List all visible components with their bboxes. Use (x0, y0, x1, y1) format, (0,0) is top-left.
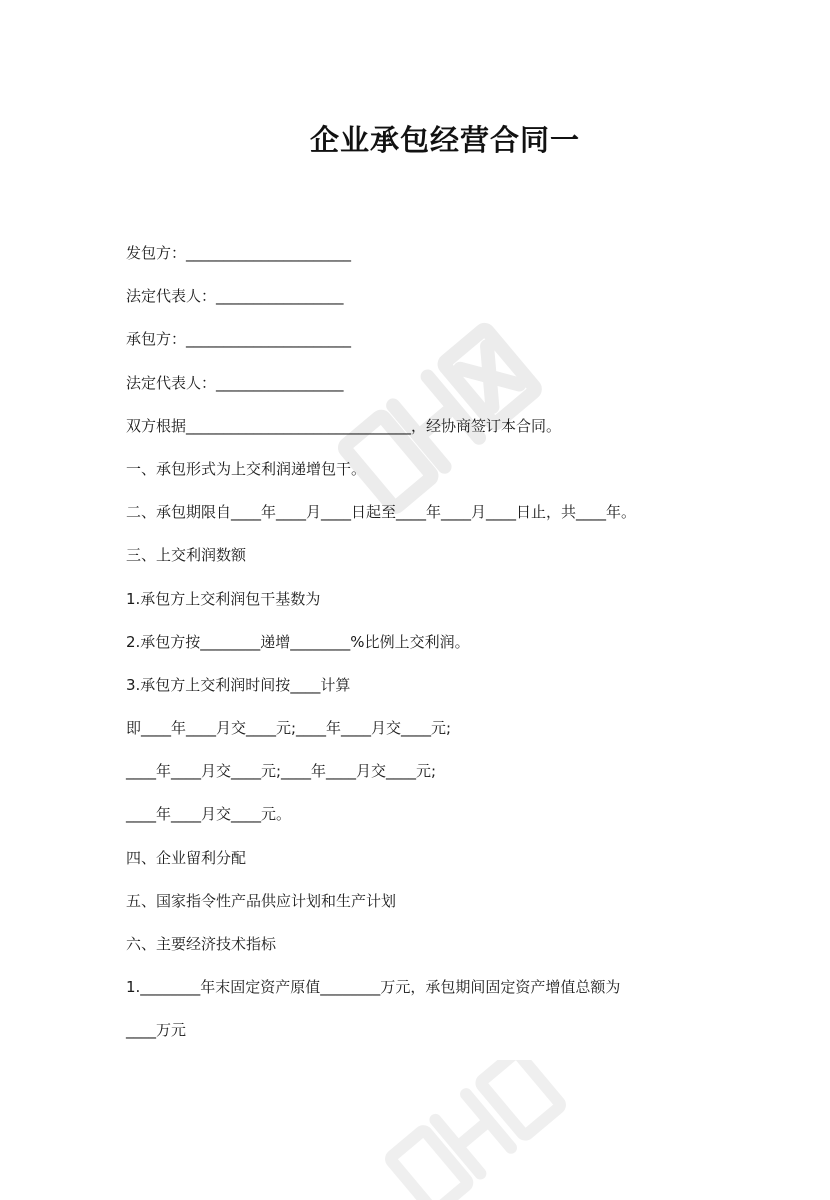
document-title: 企业承包经营合同一 (309, 123, 580, 157)
section-3-item-3: 3.承包方上交利润时间按____计算 (126, 675, 351, 694)
party-a-rep-line: 法定代表人：_________________ (126, 287, 344, 306)
payment-schedule-line-1: 即____年____月交____元;____年____月交____元; (126, 719, 452, 738)
section-1-heading: 一、承包形式为上交利润递增包干。 (126, 459, 367, 478)
party-a-line: 发包方：______________________ (126, 244, 352, 262)
document-body (126, 243, 726, 1064)
section-6-item-1: 1.________年末固定资产原值________万元，承包期间固定资产增值总额为 (126, 978, 621, 997)
section-6-item-1-cont: ____万元 (126, 1021, 187, 1040)
section-5-heading: 五、国家指令性产品供应计划和生产计划 (126, 891, 397, 910)
party-b-line: 承包方：______________________ (126, 330, 352, 349)
section-3-item-1: 1.承包方上交利润包干基数为 (126, 589, 321, 608)
payment-schedule-line-2: ____年____月交____元;____年____月交____元; (126, 762, 437, 781)
section-2-heading: 二、承包期限自____年____月____日起至____年____月____日止，共____年。 (126, 503, 637, 522)
section-4-heading: 四、企业留利分配 (126, 848, 247, 867)
party-b-rep-line: 法定代表人：_________________ (126, 373, 344, 392)
payment-schedule-line-3: ____年____月交____元。 (126, 805, 292, 824)
section-6-heading: 六、主要经济技术指标 (126, 935, 277, 953)
section-3-item-2: 2.承包方按________递增________%比例上交利润。 (126, 632, 470, 651)
section-3-heading: 三、上交利润数额 (126, 546, 247, 565)
agreement-basis-line: 双方根据______________________________，经协商签订本合同。 (126, 416, 562, 435)
watermark-logo-bottom (360, 1060, 580, 1200)
